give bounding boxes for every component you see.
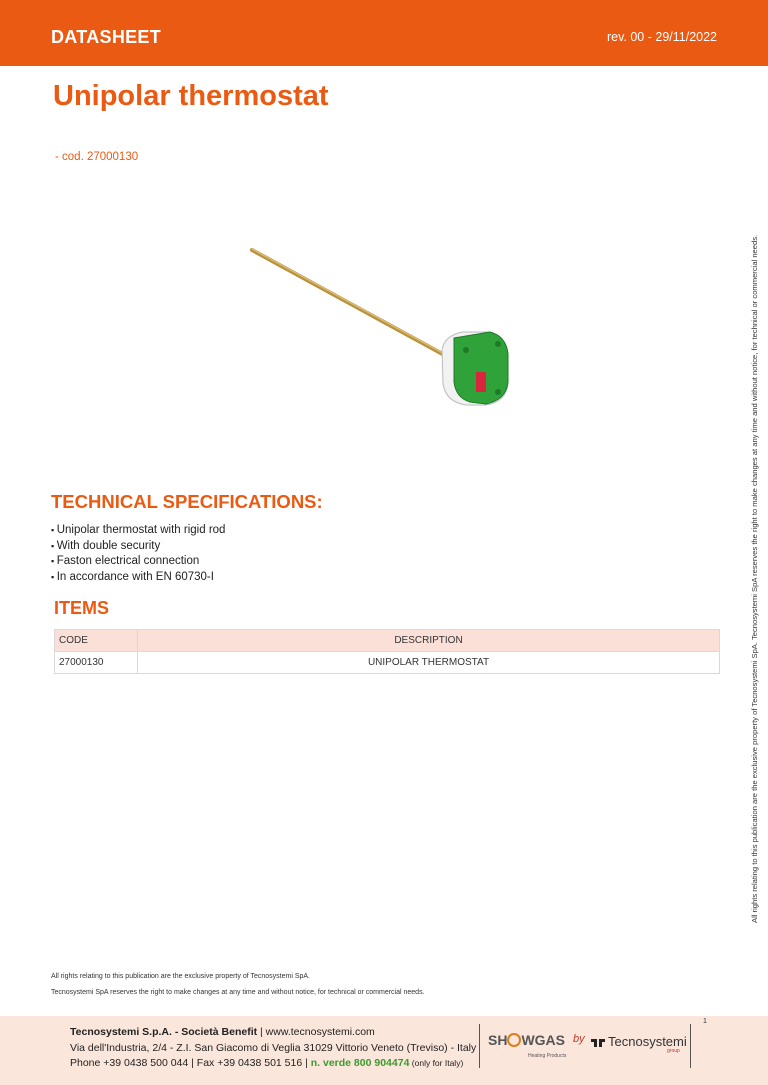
footer-divider-right [690,1024,691,1068]
page-number: 1 [703,1018,707,1025]
specifications-list [51,523,225,585]
website-link[interactable]: | www.tecnosystemi.com [257,1026,375,1038]
vertical-rights-note: All rights relating to this publication are the exclusive property of Tecnosystemi SpA. Tecnosystemi SpA reserves the right to make changes at any time and without notice, for technical or commercial needs. [750,234,759,923]
column-header-code: CODE [55,630,138,652]
by-label: by [573,1033,585,1045]
toll-free-note: (only for Italy) [409,1058,464,1068]
toll-free-number: n. verde 800 904474 [310,1057,410,1069]
footer-divider-left [479,1024,480,1068]
items-table [54,629,720,674]
footer-address: Via dell'Industria, 2/4 - Z.I. San Giacomo di Veglia 31029 Vittorio Veneto (Treviso) - Italy [70,1042,477,1054]
rights-notice-2: Tecnosystemi SpA reserves the right to make changes at any time and without notice, for technical or commercial needs. [51,989,425,996]
table-row [55,652,720,674]
rights-notice-1: All rights relating to this publication are the exclusive property of Tecnosystemi SpA. [51,973,310,980]
spec-item: ▪ In accordance with EN 60730-I [51,570,225,586]
item-code: 27000130 [55,652,138,674]
product-title: Unipolar thermostat [53,80,329,112]
flame-icon [507,1033,521,1047]
spec-item: ▪ With double security [51,539,225,555]
technical-specifications-heading: TECHNICAL SPECIFICATIONS: [51,491,323,512]
tecnosystemi-mark-icon [591,1037,605,1049]
revision-label: rev. 00 - 29/11/2022 [606,30,717,44]
product-code: - cod. 27000130 [55,151,139,163]
phone-fax: Phone +39 0438 500 044 | Fax +39 0438 501 516 | [70,1057,311,1069]
item-description: UNIPOLAR THERMOSTAT [138,652,720,674]
datasheet-label: DATASHEET [51,27,162,47]
showgas-subtitle: Heating Products [528,1053,567,1059]
group-label: group [667,1048,680,1054]
table-header-row [55,630,720,652]
footer-company-line [70,1026,375,1038]
column-header-description: DESCRIPTION [138,630,720,652]
spec-item: ▪ Unipolar thermostat with rigid rod [51,523,225,539]
items-heading: ITEMS [54,598,110,618]
tecnosystemi-logo: Tecnosystemi [608,1034,687,1049]
spec-item: ▪ Faston electrical connection [51,554,225,570]
showgas-logo: SH WGAS [488,1032,566,1048]
company-name: Tecnosystemi S.p.A. - Società Benefit [70,1026,258,1038]
footer-phone-line [70,1057,463,1069]
thermostat-image [240,232,540,422]
